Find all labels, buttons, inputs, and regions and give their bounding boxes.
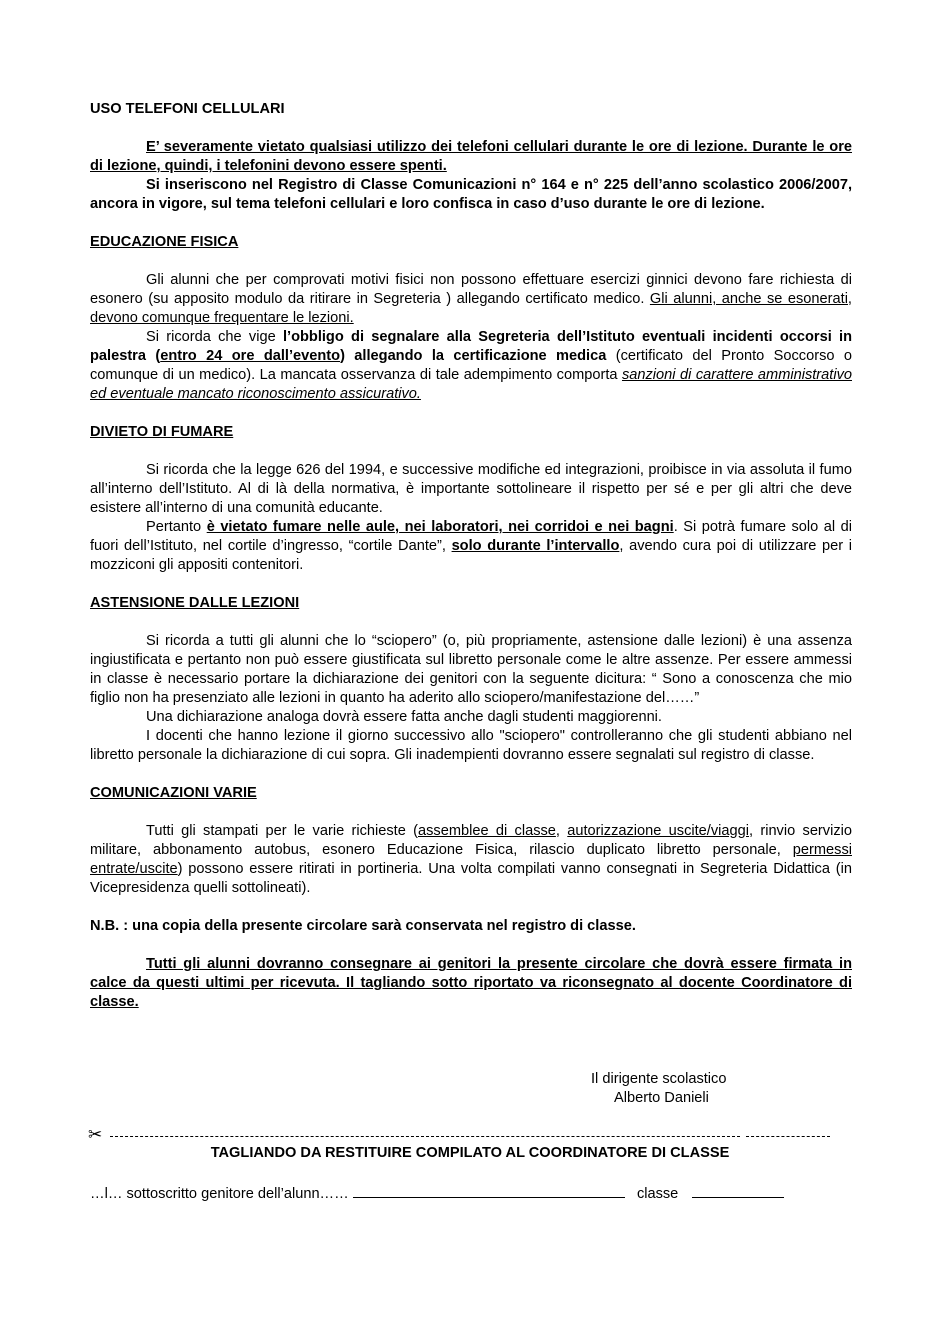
section-title-smoking: DIVIETO DI FUMARE [90,424,234,440]
strike-paragraph-2: Una dichiarazione analoga dovrà essere fatta anche dagli studenti maggiorenni. [146,709,662,725]
smoking-paragraph-2: Pertanto è vietato fumare nelle aule, nei laboratori, nei corridoi e nei bagni. Si potrà fumare solo al di fuori dell’Istituto, nel cortile d’ingresso, “cortile Dante”, solo durante l’intervallo, avendo cura poi di utilizzare per i mozziconi gli appositi contenitori. [90,519,852,573]
smoking-paragraph-1: Si ricorda che la legge 626 del 1994, e successive modifiche ed integrazioni, proibisce in via assoluta il fumo all’interno dell’Istituto. Al di là della normativa, è importante sottolineare il rispetto per sé e per gli altri che deve esistere all’interno di una comunità educante. [90,462,852,516]
comms-paragraph-1: Tutti gli stampati per le varie richieste (assemblee di classe, autorizzazione uscite/viaggi, rinvio servizio militare, abbonamento autobus, esonero Educazione Fisica, rilascio duplicato libretto personale, permessi entrate/uscite) possono essere ritirati in portineria. Una volta compilati vanno consegnati in Segreteria Didattica (in Vicepresidenza quelli sottolineati). [90,823,852,896]
section-title-phones: USO TELEFONI CELLULARI [90,101,285,117]
class-label: classe [636,1186,679,1202]
signature-block [591,1070,726,1108]
pe-paragraph-2: Si ricorda che vige l’obbligo di segnalare alla Segreteria dell’Istituto eventuali incidenti occorsi in palestra (entro 24 ore dall’evento) allegando la certificazione medica (certificato del Pronto Soccorso o comunque di un medico). La mancata osservanza di tale adempimento comporta sanzioni di carattere amministrativo ed eventuale mancato riconoscimento assicurativo. [90,329,852,402]
pe-paragraph-1: Gli alunni che per comprovati motivi fisici non possono effettuare esercizi ginnici devono fare richiesta di esonero (su apposito modulo da ritirare in Segreteria ) allegando certificato medico. Gli alunni, anche se esonerati, devono comunque frequentare le lezioni. [90,272,852,326]
student-name-field[interactable] [353,1183,625,1198]
final-notice: Tutti gli alunni dovranno consegnare ai genitori la presente circolare che dovrà essere firmata in calce da questi ultimi per ricevuta. Il tagliando sotto riportato va riconsegnato al docente Coordinatore di classe. [90,956,852,1010]
coupon-prefix: …l… sottoscritto genitore dell’alunn…… [90,1186,349,1202]
document-body [90,100,852,1012]
strike-paragraph-3: I docenti che hanno lezione il giorno successivo allo "sciopero" controlleranno che gli studenti abbiano nel libretto personale la dichiarazione di cui sopra. Gli inadempienti dovranno essere segnalati sul registro di classe. [90,728,852,763]
section-title-comms: COMUNICAZIONI VARIE [90,785,257,801]
coupon-form-line [90,1183,850,1204]
signature-name: Alberto Danieli [614,1090,709,1106]
phones-paragraph-1: E’ severamente vietato qualsiasi utilizzo dei telefoni cellulari durante le ore di lezione. Durante le ore di lezione, quindi, i telefonini devono essere spenti. [90,139,852,174]
section-title-pe: EDUCAZIONE FISICA [90,234,239,250]
class-field[interactable] [692,1183,784,1198]
coupon-title: TAGLIANDO DA RESTITUIRE COMPILATO AL COORDINATORE DI CLASSE [210,1145,730,1161]
dashed-separator-end [746,1136,830,1137]
section-title-strike: ASTENSIONE DALLE LEZIONI [90,595,300,611]
scissors-icon: ✂ [88,1125,103,1144]
signature-role: Il dirigente scolastico [591,1071,727,1087]
nb-note: N.B. : una copia della presente circolare sarà conservata nel registro di classe. [90,918,636,934]
strike-paragraph-1: Si ricorda a tutti gli alunni che lo “sciopero” (o, più propriamente, astensione dalle lezioni) è una assenza ingiustificata e pertanto non può essere giustificata sul libretto personale come le altre assenze. Per essere ammessi in classe è necessario portare la dichiarazione dei genitori con la seguente dicitura: “ Sono a conoscenza che mio figlio non ha presenziato alle lezioni in quanto ha aderito allo sciopero/manifestazione del……” [90,633,852,706]
phones-paragraph-2: Si inseriscono nel Registro di Classe Comunicazioni n° 164 e n° 225 dell’anno scolastico 2006/2007, ancora in vigore, sul tema telefoni cellulari e loro confisca in caso d’uso durante le ore di lezione. [90,177,852,212]
cut-line [88,1125,830,1145]
dashed-separator [110,1136,740,1137]
